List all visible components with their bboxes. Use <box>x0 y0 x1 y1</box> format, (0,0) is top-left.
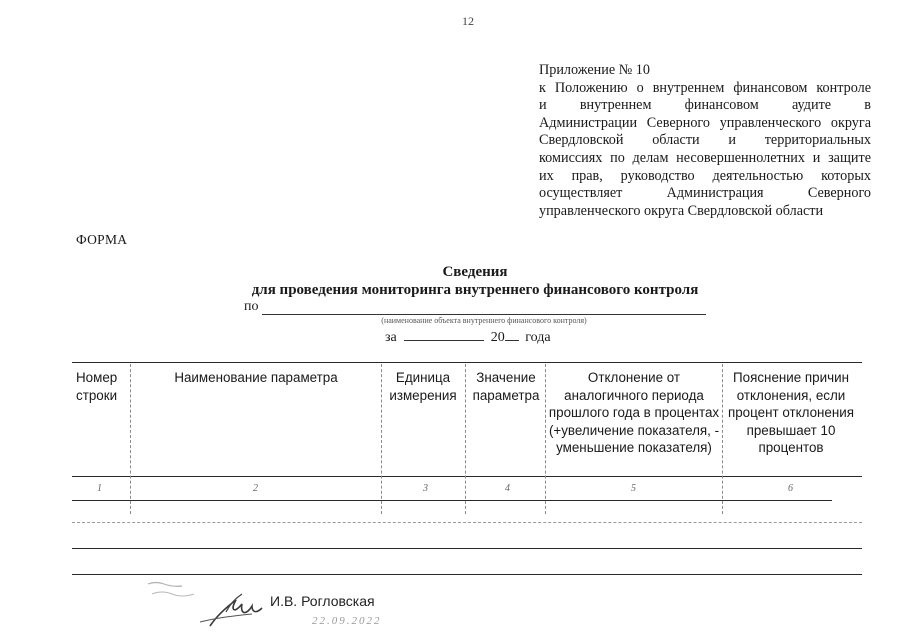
table-column-divider <box>722 364 723 514</box>
period-prefix: за <box>385 330 397 345</box>
appendix-text-line: комиссиях по делам несовершеннолетних и защите <box>539 149 871 166</box>
column-number: 6 <box>788 483 793 494</box>
object-line-hint: (наименование объекта внутреннего финансового контроля) <box>381 316 587 325</box>
object-name-field[interactable] <box>262 314 706 315</box>
document-title: Сведения <box>442 264 508 280</box>
column-header-deviation: Отклонение от аналогичного периода прошлого года в процентах (+увеличение показателя, - уменьшение показателя) <box>548 370 720 456</box>
table-number-row-bottom-border <box>72 500 832 501</box>
signature-date: 22.09.2022 <box>312 615 382 627</box>
column-header-explanation: Пояснение причин отклонения, если процент отклонения превышает 10 процентов <box>727 370 855 456</box>
period-year-field[interactable] <box>505 328 519 341</box>
table-row-divider <box>72 522 862 523</box>
document-subtitle: для проведения мониторинга внутреннего финансового контроля <box>251 282 699 298</box>
appendix-text-line: Администрации Северного управленческого округа <box>539 114 871 131</box>
appendix-text-line: их прав, руководство деятельностью которых <box>539 167 871 184</box>
table-column-divider <box>381 364 382 514</box>
period-suffix: года <box>525 330 551 345</box>
object-line-prefix: по <box>244 299 259 314</box>
column-header-row-number: Номер строки <box>76 370 118 403</box>
appendix-text-line: осуществляет Администрация Северного <box>539 185 871 202</box>
appendix-text-line: и внутреннем финансовом аудите в <box>539 97 871 114</box>
appendix-text-line: Свердловской области и территориальных <box>539 132 871 149</box>
column-number: 1 <box>97 483 102 494</box>
table-header-bottom-border <box>72 476 862 477</box>
column-header-unit: Единица измерения <box>389 370 457 403</box>
column-number: 4 <box>505 483 510 494</box>
table-column-divider <box>465 364 466 514</box>
column-number: 2 <box>253 483 258 494</box>
handwritten-signature <box>130 572 270 632</box>
table-column-divider <box>545 364 546 514</box>
page-number: 12 <box>462 14 474 28</box>
appendix-text-line: управленческого округа Свердловской области <box>539 202 824 219</box>
table-row-divider <box>72 548 862 549</box>
column-header-value: Значение параметра <box>472 370 540 403</box>
column-number: 3 <box>423 483 428 494</box>
appendix-block <box>539 62 871 220</box>
column-number: 5 <box>631 483 636 494</box>
period-line <box>385 328 551 346</box>
column-header-parameter-name: Наименование параметра <box>174 370 338 385</box>
period-year-prefix: 20 <box>490 330 505 345</box>
form-label: ФОРМА <box>76 232 128 247</box>
appendix-title: Приложение № 10 <box>539 62 650 78</box>
table-top-border <box>72 362 862 363</box>
appendix-text-line: к Положению о внутреннем финансовом контроле <box>539 79 871 96</box>
period-blank-field[interactable] <box>404 328 484 341</box>
signatory-name: И.В. Рогловская <box>270 593 375 609</box>
